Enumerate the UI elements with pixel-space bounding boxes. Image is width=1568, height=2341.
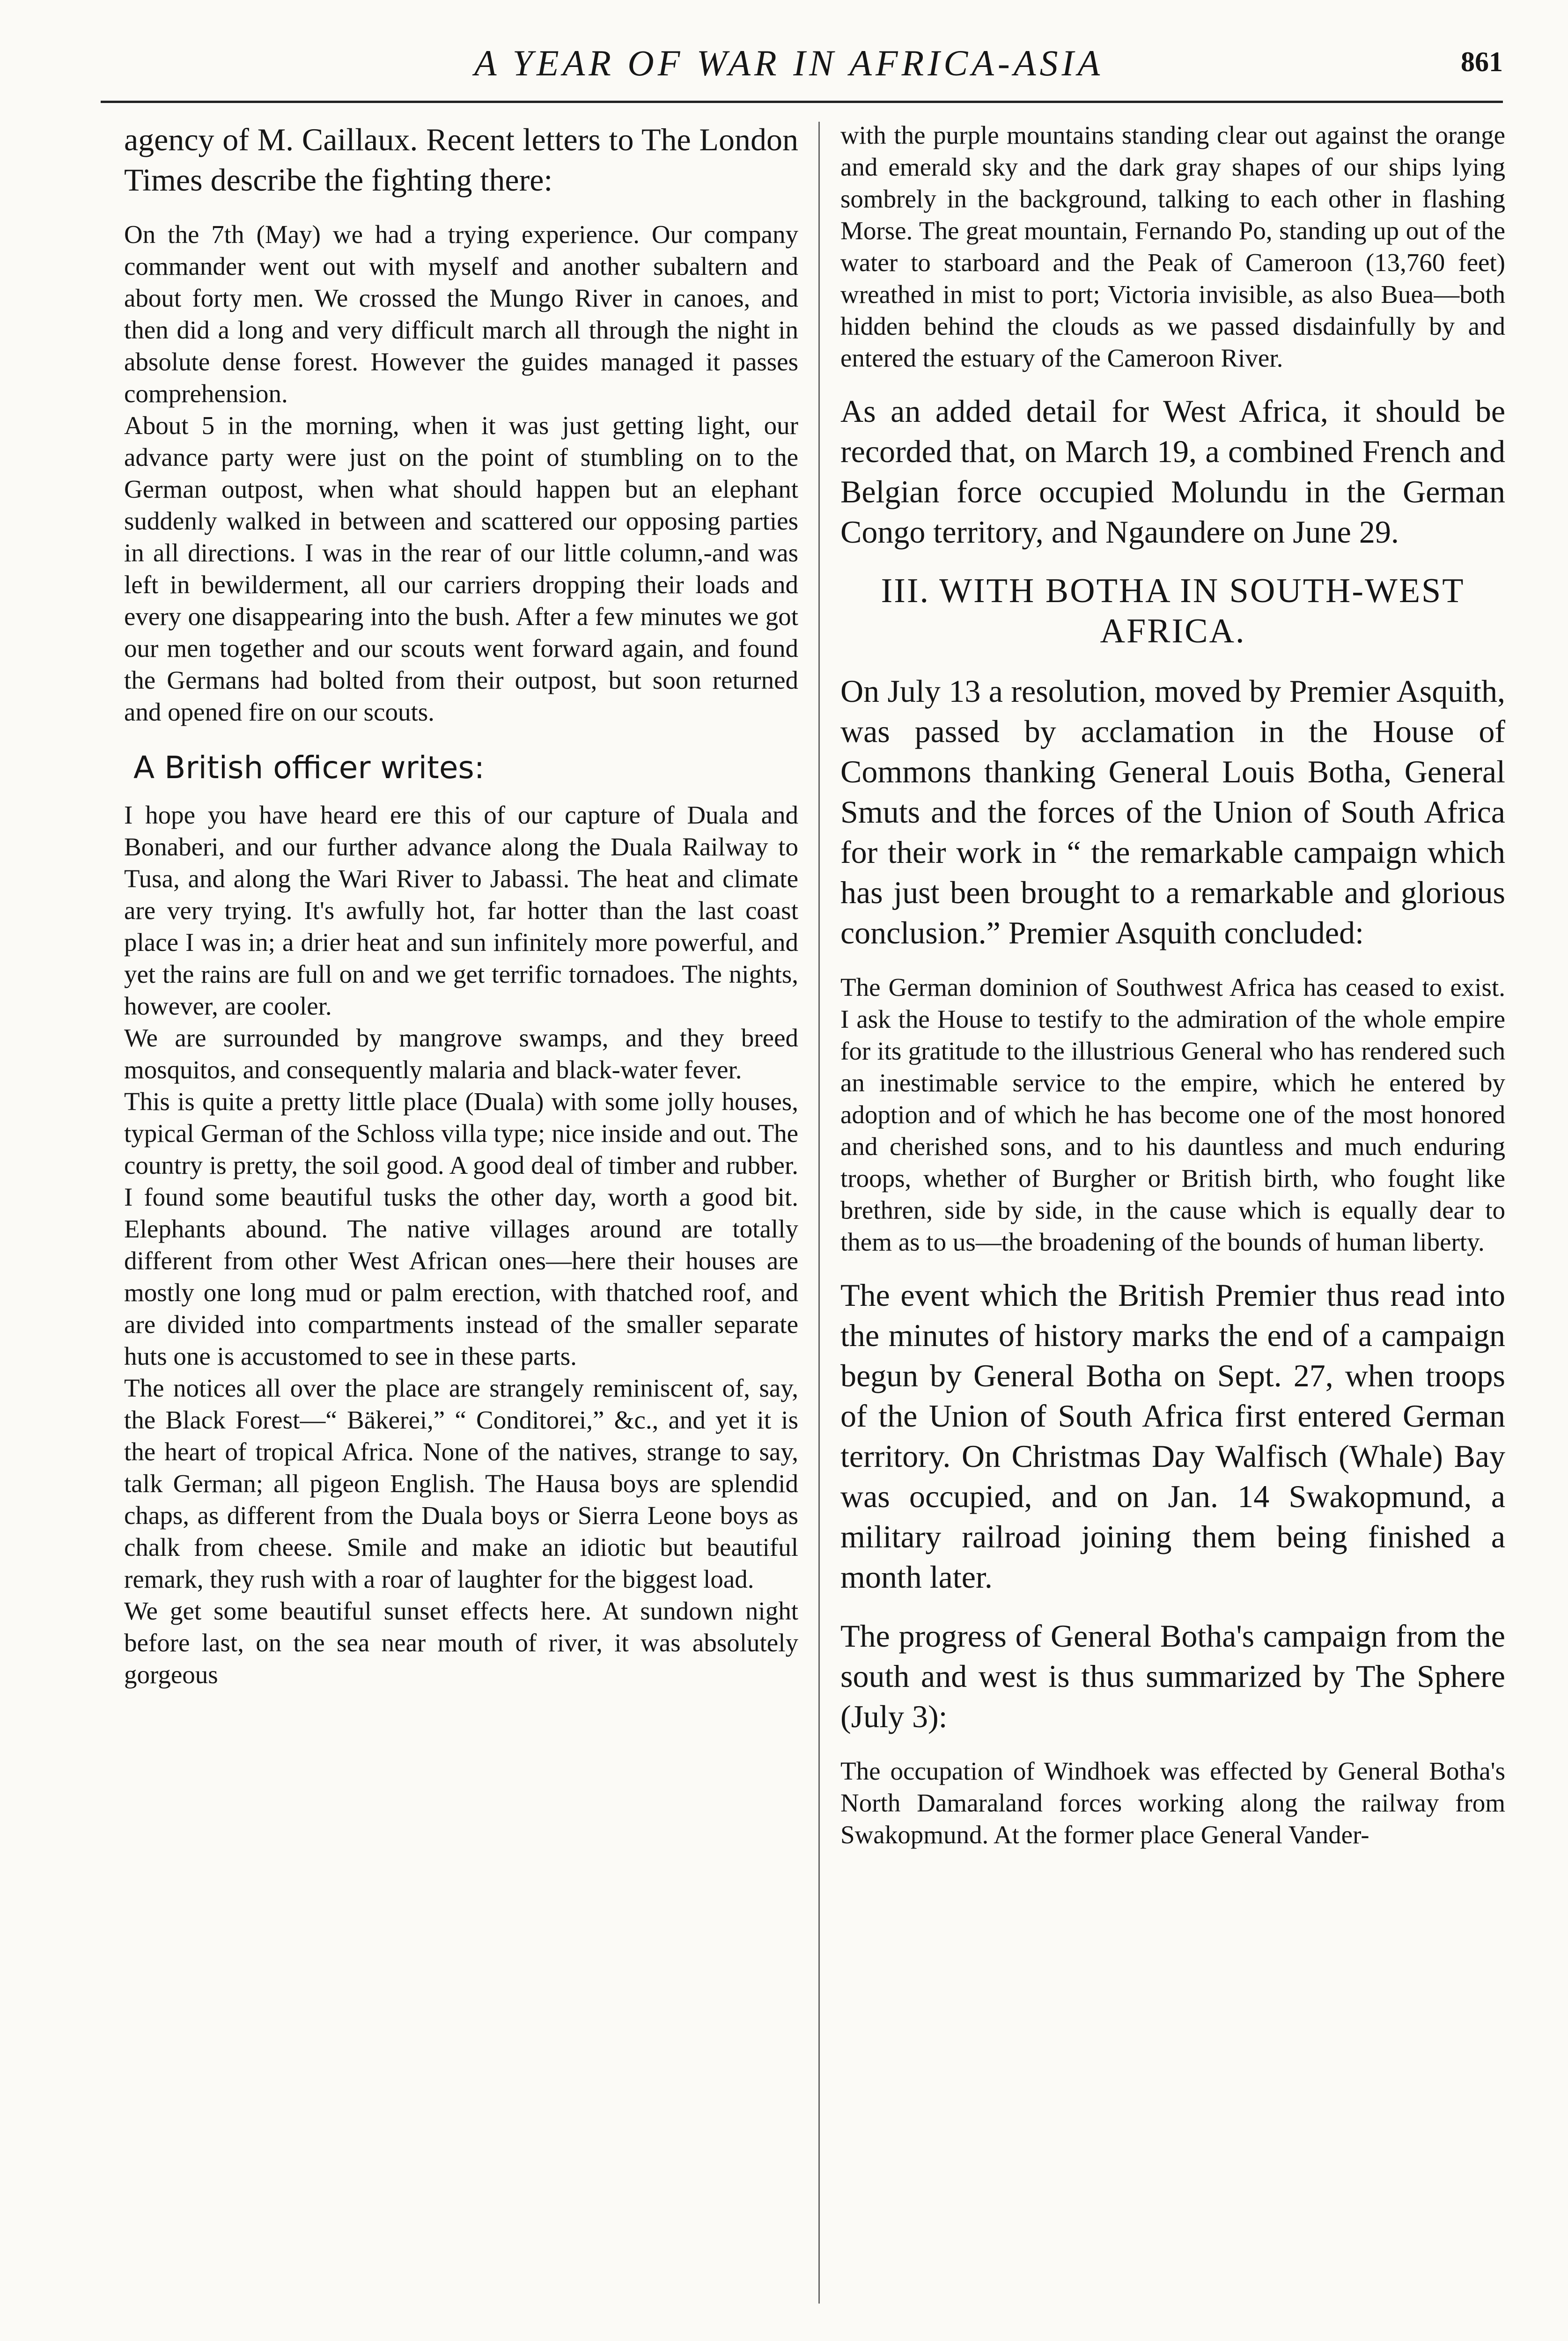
west-africa-paragraph: As an added detail for West Africa, it should be recorded that, on March 19, a combined French and Belgian force occupied Molundu in the German Congo territory, and Ngaundere on June 29.: [840, 393, 1505, 550]
letter-paragraph: The notices all over the place are strangely reminiscent of, say, the Black Forest—“ Bäkerei,” “ Conditorei,” &c., and yet it is the heart of tropical Africa. None of the natives, strange to say, talk German; all pigeon English. The Hausa boys are splendid chaps, as different from the Duala boys or Sierra Leone boys as chalk from cheese. Smile and make an idiotic but beautiful remark, they rush with a roar of laughter for the biggest load.: [124, 1374, 798, 1593]
letter-continuation: with the purple mountains standing clear out against the orange and emerald sky and the dark gray shapes of our ships lying sombrely in the background, talking to each other in flashing Morse. The great mountain, Fernando Po, standing up out of the water to starboard and the Peak of Cameroon (13,760 feet) wreathed in mist to port; Victoria invisible, as also Buea—both hidden behind the clouds as we passed disdainfully by and entered the estuary of the Cameroon River.: [840, 121, 1505, 372]
progress-paragraph: The progress of General Botha's campaign from the south and west is thus summarized by The Sphere (July 3):: [840, 1618, 1505, 1734]
column-divider: [818, 122, 820, 2304]
letter-paragraph: On the 7th (May) we had a trying experience. Our company commander went out with myself and another subaltern and about forty men. We crossed the Mungo River in canoes, and then did a long and very difficult march all through the night in absolute dense forest. However the guides managed it passes comprehension.: [124, 220, 798, 408]
letter-paragraph: I hope you have heard ere this of our capture of Duala and Bonaberi, and our further advance along the Duala Railway to Tusa, and along the Wari River to Jabassi. The heat and climate are very trying. It's awfully hot, far hotter than the last coast place I was in; a drier heat and sun infinitely more powerful, and yet the rains are full on and we get terrific tornadoes. The nights, however, are cooler.: [124, 801, 798, 1020]
letter-paragraph: This is quite a pretty little place (Duala) with some jolly houses, typical German of the Schloss villa type; nice inside and out. The country is pretty, the soil good. A good deal of timber and rubber. I found some beautiful tusks the other day, worth a good bit. Elephants abound. The native villages around are totally different from other West African ones—here their houses are mostly one long mud or palm erection, with thatched roof, and are divided into compartments instead of the smaller separate huts one is accustomed to see in these parts.: [124, 1087, 798, 1370]
letter-paragraph: We are surrounded by mangrove swamps, and they breed mosquitos, and consequently malaria and black-water fever.: [124, 1023, 798, 1084]
letter-paragraph: We get some beautiful sunset effects here. At sundown night before last, on the sea near mouth of river, it was absolutely gorgeous: [124, 1597, 798, 1689]
running-title: A YEAR OF WAR IN AFRICA-ASIA: [474, 43, 1104, 83]
left-column: [124, 119, 798, 2341]
letter-paragraph: About 5 in the morning, when it was just getting light, our advance party were just on the point of stumbling on to the German outpost, when what should happen but an elephant suddenly walked in between and scattered our opposing parties in all directions. I was in the rear of our little column,-and was left in bewilderment, all our carriers dropping their loads and every one disappearing into the bush. After a few minutes we got our men together and our scouts went forward again, and found the Germans had bolted from their outpost, but soon returned and opened fire on our scouts.: [124, 411, 798, 726]
intro-paragraph: agency of M. Caillaux. Recent letters to The London Times describe the fighting there:: [124, 122, 798, 198]
header-rule: [101, 101, 1503, 103]
event-paragraph: The event which the British Premier thus read into the minutes of history marks the end of a campaign begun by General Botha on Sept. 27, when troops of the Union of South Africa first entered German territory. On Christmas Day Walfisch (Whale) Bay was occupied, and on Jan. 14 Swakopmund, a military railroad joining them being finished a month later.: [840, 1277, 1505, 1595]
section-heading: III. WITH BOTHA IN SOUTH-WEST AFRICA.: [881, 572, 1465, 650]
running-header: [75, 37, 1503, 98]
page-number: 861: [1461, 46, 1503, 77]
officer-heading: A British officer writes:: [133, 750, 485, 786]
sphere-quote: The occupation of Windhoek was effected by General Botha's North Damaraland forces working along the railway from Swakopmund. At the former place General Vander-: [840, 1757, 1505, 1849]
asquith-quote: The German dominion of Southwest Africa has ceased to exist. I ask the House to testify to the admiration of the whole empire for its gratitude to the illustrious General who has rendered such an inestimable service to the empire, which he entered by adoption and of which he has become one of the most honored and cherished sons, and to his dauntless and much enduring troops, whether of Burgher or British birth, who fought like brethren, side by side, in the cause which is equally dear to them as to us—the broadening of the bounds of human liberty.: [840, 973, 1505, 1256]
resolution-paragraph: On July 13 a resolution, moved by Premier Asquith, was passed by acclamation in the House of Commons thanking General Louis Botha, General Smuts and the forces of the Union of South Africa for their work in “ the remarkable campaign which has just been brought to a remarkable and glorious conclusion.” Premier Asquith concluded:: [840, 673, 1505, 950]
right-column: [840, 119, 1505, 2341]
